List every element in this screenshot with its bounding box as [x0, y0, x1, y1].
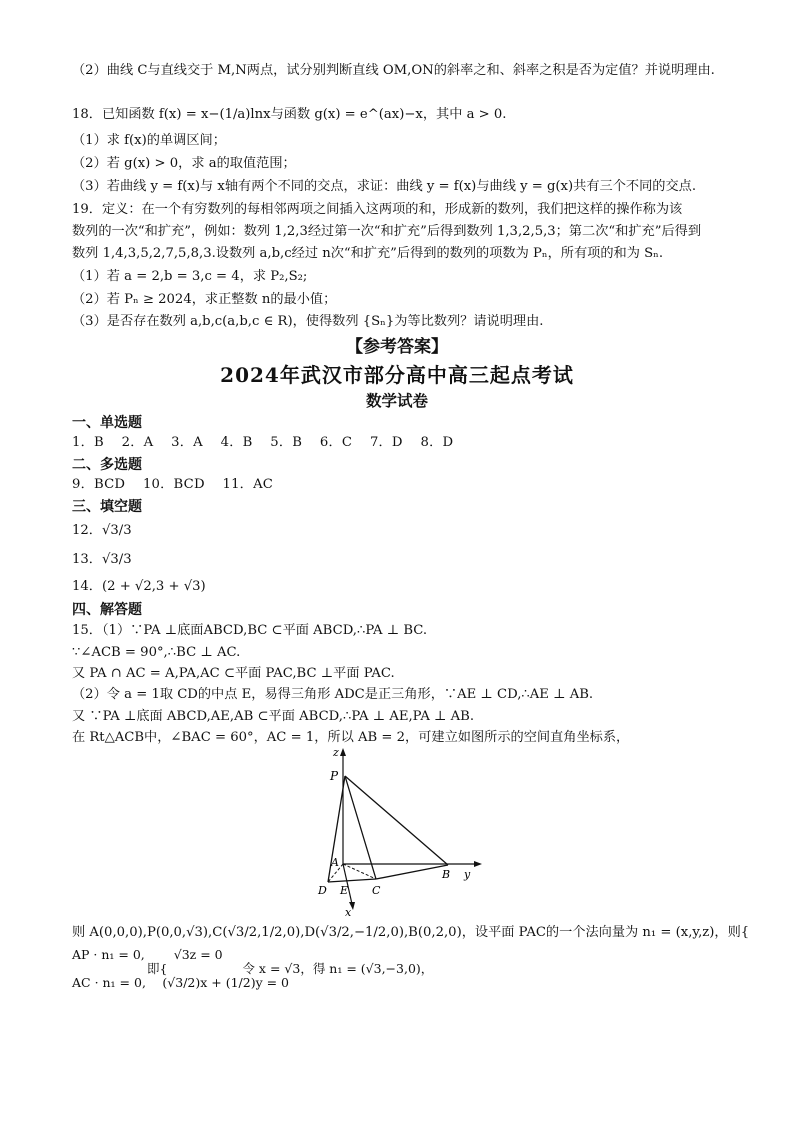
single-choice-answers: 1．B 2．A 3．A 4．B 5．B 6．C 7．D 8．D [72, 435, 454, 450]
q17-part2: （2）曲线 C与直线交于 M,N两点，试分别判断直线 OM,ON的斜率之和、斜率之积是否为定值？并说明理由. [72, 63, 715, 78]
label-y: y [464, 868, 471, 881]
answer-heading: 【参考答案】 [346, 337, 448, 357]
section-single-choice: 一、单选题 [72, 415, 142, 431]
label-z: z [333, 746, 339, 759]
edge-CB [376, 865, 451, 881]
q15-part1-line2: ∵∠ACB = 90°,∴BC ⊥ AC. [72, 645, 241, 660]
system-row-1: AP · n₁ = 0, √3z = 0 [72, 947, 223, 962]
y-axis-arrow [474, 861, 482, 867]
answer-q13: 13．√3/3 [72, 552, 132, 567]
q18-part3: （3）若曲线 y = f(x)与 x轴有两个不同的交点，求证：曲线 y = f(x)与曲线 y = g(x)共有三个不同的交点. [72, 179, 697, 194]
system-row-2: AC · n₁ = 0, (√3/2)x + (1/2)y = 0 [72, 975, 290, 990]
answer-q12: 12．√3/3 [72, 523, 132, 538]
label-B: B [442, 868, 451, 881]
subject-title: 数学试卷 [365, 391, 428, 410]
q19-stem-line1: 19．定义：在一个有穷数列的每相邻两项之间插入这两项的和，形成新的数列，我们把这样的操作称为该 [72, 202, 683, 217]
q19-part1: （1）若 a = 2,b = 3,c = 4，求 P₂,S₂; [72, 269, 308, 284]
q19-stem-line3: 数列 1,4,3,5,2,7,5,8,3.设数列 a,b,c经过 n次“和扩充”后得到的数列的项数为 Pₙ，所有项的和为 Sₙ. [72, 246, 664, 261]
pyramid-coordinate-figure [300, 742, 500, 922]
label-D: D [318, 884, 327, 897]
system-connector: 即{ 令 x = √3，得 n₁ = (√3,−3,0)， [72, 961, 434, 976]
q19-stem-line2: 数列的一次“和扩充”，例如：数列 1,2,3经过第一次“和扩充”后得到数列 1,3,2,5,3；第二次“和扩充”后得到 [72, 224, 702, 239]
q18-part2: （2）若 g(x) > 0，求 a的取值范围； [72, 156, 296, 171]
label-C: C [372, 884, 381, 897]
q15-part2-line1: （2）令 a = 1取 CD的中点 E，易得三角形 ADC是正三角形，∵AE ⊥ CD,∴AE ⊥ AB. [72, 687, 594, 702]
section-solutions: 四、解答题 [72, 602, 142, 618]
coordinates-line: 则 A(0,0,0),P(0,0,√3),C(√3/2,1/2,0),D(√3/2,−1/2,0),B(0,2,0)，设平面 PAC的一个法向量为 n₁ = (x,y,z)，则{ [72, 925, 750, 940]
label-E: E [340, 884, 349, 897]
q19-part2: （2）若 Pₙ ≥ 2024，求正整数 n的最小值； [72, 292, 337, 307]
multi-choice-answers: 9．BCD 10．BCD 11．AC [72, 477, 274, 492]
z-axis-arrow [340, 748, 346, 756]
edge-PB [345, 776, 448, 865]
label-P: P [330, 769, 339, 783]
q15-part2-line3: 在 Rt△ACB中，∠BAC = 60°，AC = 1，所以 AB = 2，可建立如图所示的空间直角坐标系， [72, 730, 630, 745]
q19-part3: （3）是否存在数列 a,b,c(a,b,c ∈ R)，使得数列 {Sₙ}为等比数列？请说明理由. [72, 314, 544, 329]
section-multi-choice: 二、多选题 [72, 457, 142, 473]
section-fill-blank: 三、填空题 [72, 499, 142, 515]
q18-part1: （1）求 f(x)的单调区间； [72, 133, 226, 148]
edge-AC [343, 864, 376, 879]
answer-q14: 14．(2 + √2,3 + √3) [72, 579, 206, 594]
q15-part2-line2: 又 ∵PA ⊥底面 ABCD,AE,AB ⊂平面 ABCD,∴PA ⊥ AE,PA ⊥ AB. [72, 709, 475, 724]
q15-part1-line1: 15．（1）∵PA ⊥底面ABCD,BC ⊂平面 ABCD,∴PA ⊥ BC. [72, 623, 428, 638]
q18-stem: 18．已知函数 f(x) = x−(1/a)lnx与函数 g(x) = e^(ax)−x，其中 a > 0. [72, 107, 507, 122]
label-x: x [345, 906, 352, 919]
label-A: A [331, 856, 339, 869]
exam-title: 2024年武汉市部分高中高三起点考试 [220, 363, 574, 387]
q15-part1-line3: 又 PA ∩ AC = A,PA,AC ⊂平面 PAC,BC ⊥平面 PAC. [72, 666, 395, 681]
edge-DC [328, 879, 376, 882]
